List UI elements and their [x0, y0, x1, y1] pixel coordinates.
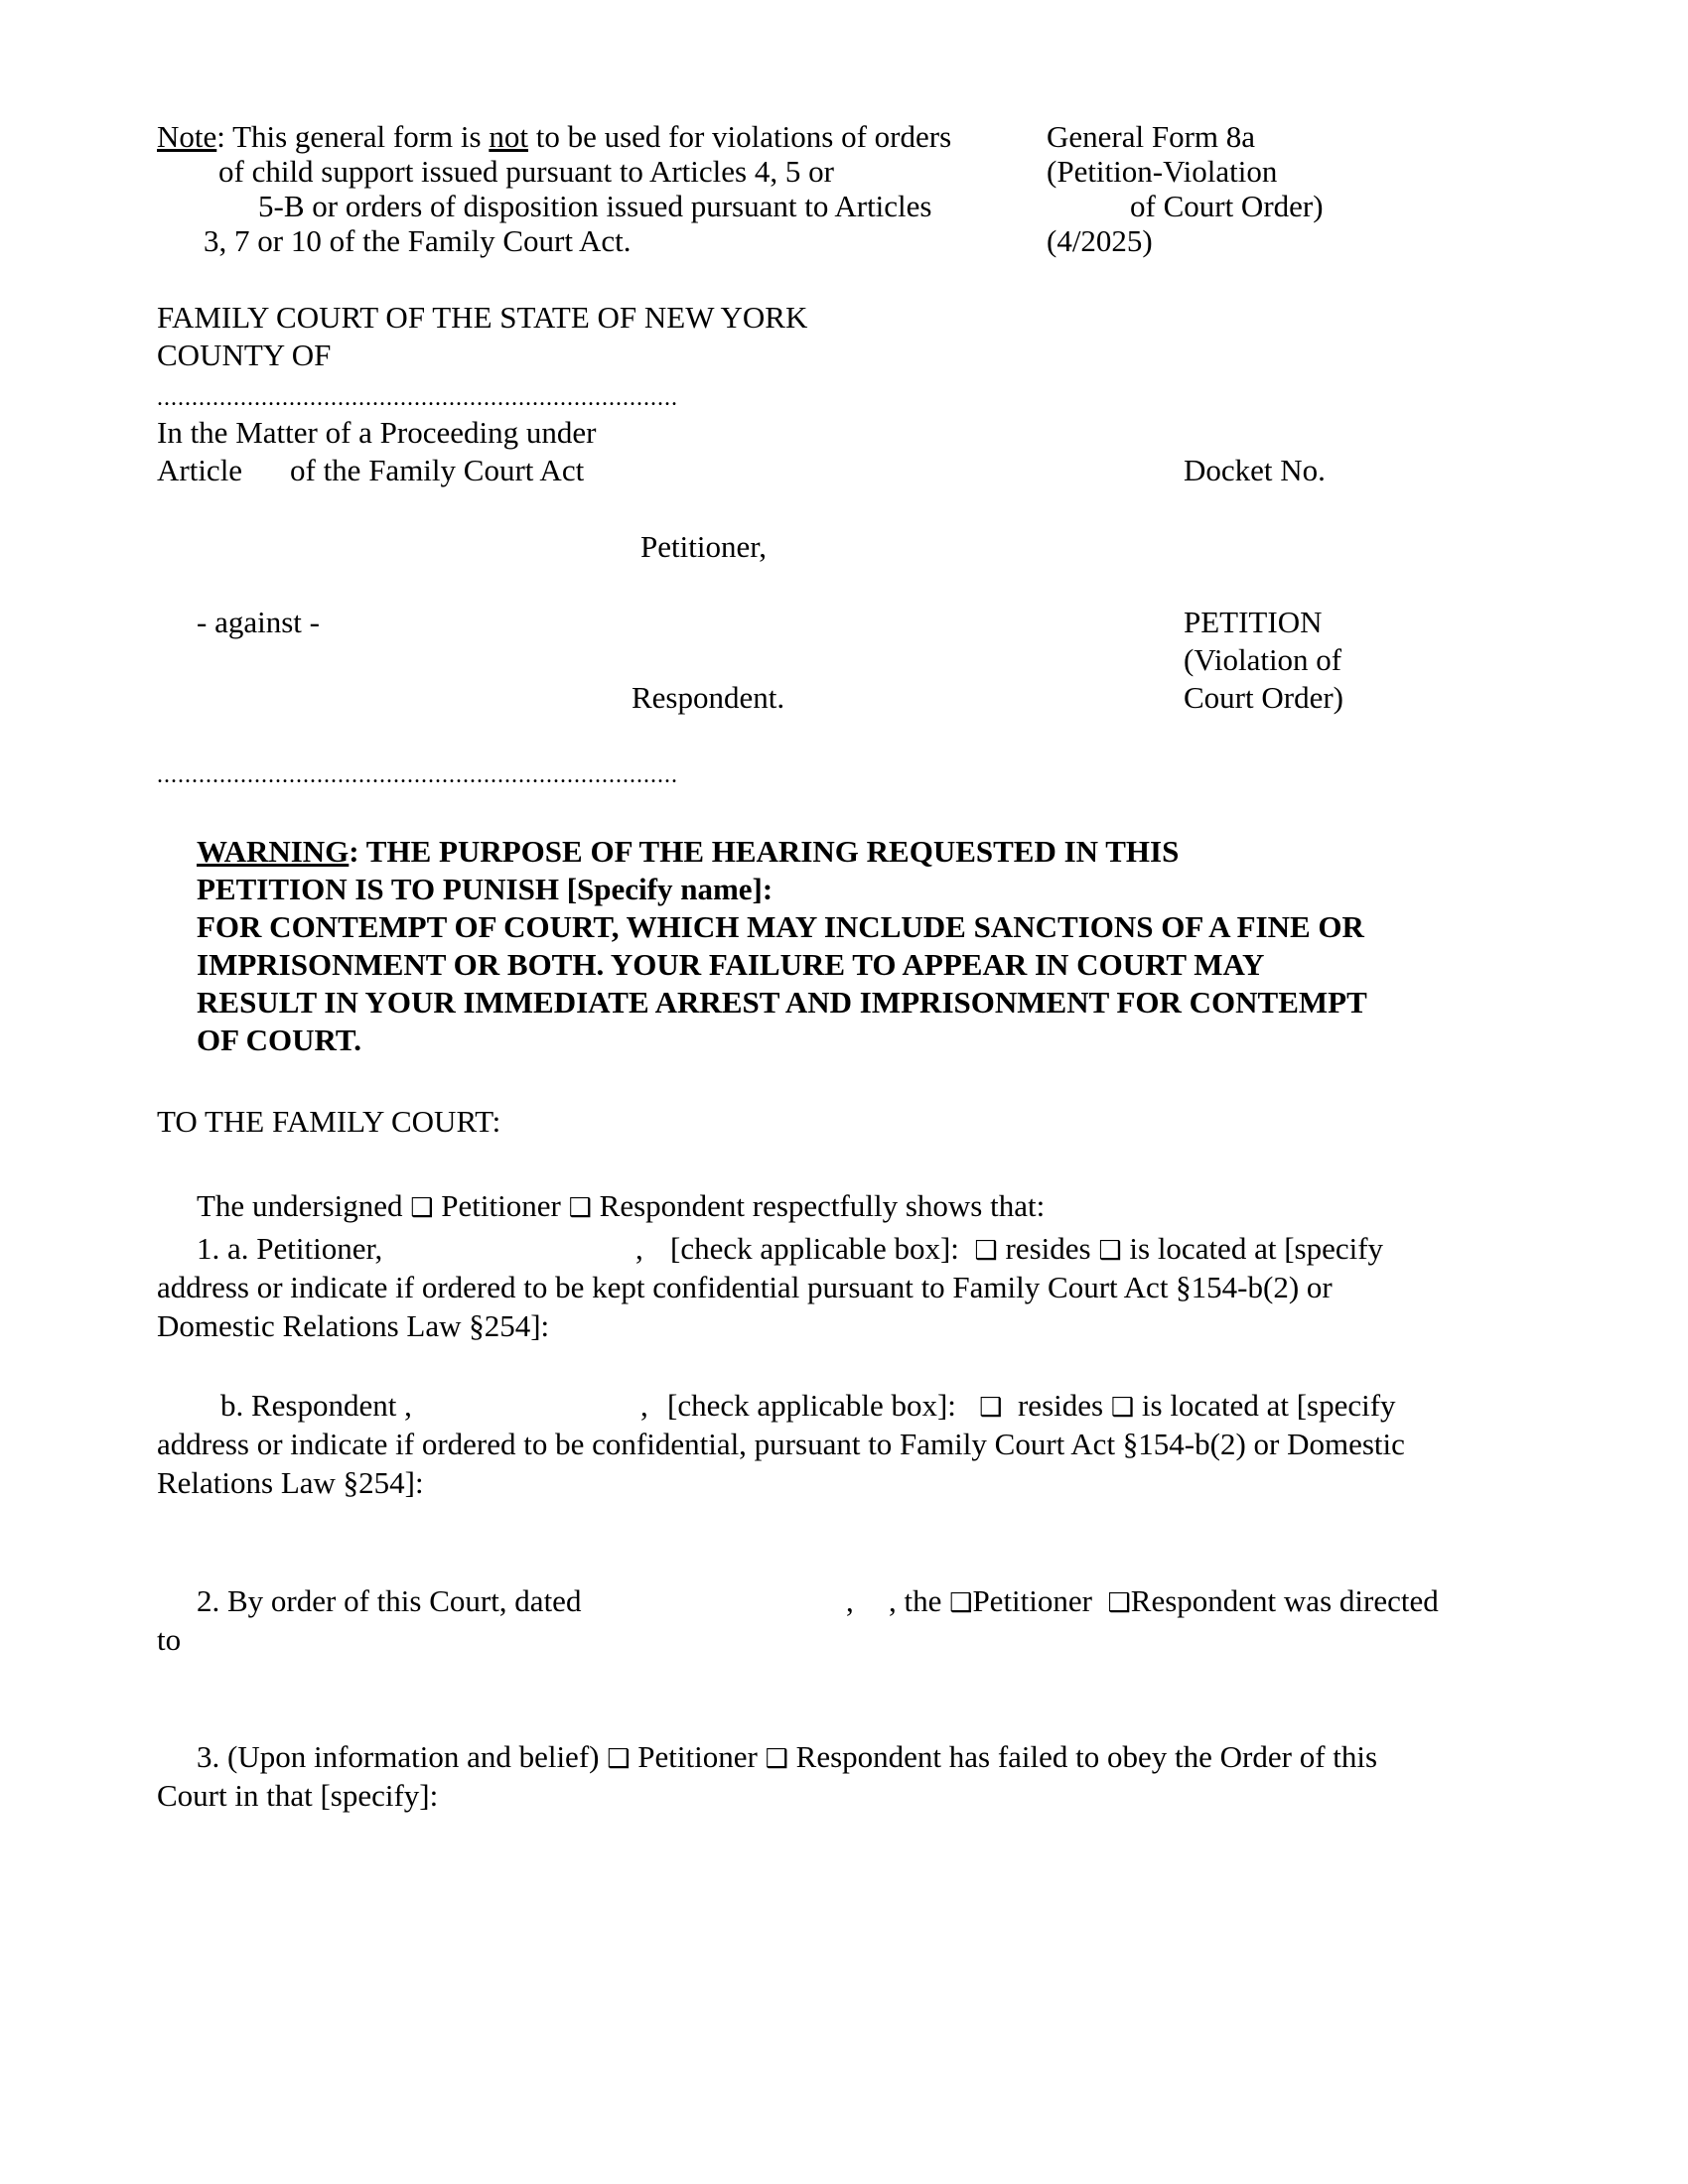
- item1b-located: is located at [specify: [1141, 1388, 1396, 1423]
- item1b-line-2: address or indicate if ordered to be confidential, pursuant to Family Court Act §154-b(2) or Domestic: [157, 1427, 1405, 1461]
- item3-respondent: Respondent has failed to obey the Order of this: [795, 1739, 1378, 1774]
- checkbox-3-petitioner[interactable]: ❑: [607, 1744, 631, 1774]
- warning-line-6: OF COURT.: [197, 1023, 361, 1057]
- note-label: Note: [157, 119, 217, 154]
- petition-title-3: Court Order): [1184, 680, 1343, 715]
- matter-line-1: In the Matter of a Proceeding under: [157, 415, 597, 450]
- checkbox-1b-resides[interactable]: ❑: [979, 1393, 1003, 1423]
- item1a-line-3: Domestic Relations Law §254]:: [157, 1308, 550, 1343]
- checkbox-2-respondent[interactable]: ❑: [1107, 1588, 1131, 1618]
- form-id-line-4: (4/2025): [1047, 223, 1153, 258]
- item1a-located: is located at [specify: [1129, 1231, 1384, 1266]
- matter-rest: of the Family Court Act: [290, 453, 585, 487]
- matter-article: Article: [157, 453, 243, 487]
- respondent-label: Respondent.: [632, 680, 785, 715]
- petition-title-1: PETITION: [1184, 605, 1323, 639]
- item2-comma: ,: [846, 1583, 854, 1618]
- item1b-comma: ,: [640, 1388, 648, 1423]
- item2-parties: [889, 1583, 1439, 1619]
- court-name: FAMILY COURT OF THE STATE OF NEW YORK: [157, 300, 808, 335]
- item2-the: , the: [889, 1583, 942, 1618]
- item1a-label: 1. a. Petitioner,: [197, 1231, 383, 1266]
- item1a-check-line: [670, 1231, 1383, 1267]
- intro-respondent: Respondent respectfully shows that:: [599, 1188, 1046, 1223]
- warning-line-4: IMPRISONMENT OR BOTH. YOUR FAILURE TO APPEAR IN COURT MAY: [197, 947, 1265, 982]
- checkbox-1b-located[interactable]: ❑: [1110, 1393, 1135, 1423]
- note-line-3: 5-B or orders of disposition issued pursuant to Articles: [258, 189, 932, 223]
- item1a-line-2: address or indicate if ordered to be kept confidential pursuant to Family Court Act §154-b(2) or: [157, 1270, 1333, 1304]
- item1a-check: [check applicable box]:: [670, 1231, 959, 1266]
- intro-petitioner: Petitioner: [441, 1188, 561, 1223]
- item3-text: 3. (Upon information and belief): [197, 1739, 600, 1774]
- item1b-resides: resides: [1017, 1388, 1104, 1423]
- docket-no: Docket No.: [1184, 453, 1326, 487]
- warning-line-1: [197, 834, 1179, 870]
- warning-line-3: FOR CONTEMPT OF COURT, WHICH MAY INCLUDE SANCTIONS OF A FINE OR: [197, 909, 1364, 944]
- to-court: TO THE FAMILY COURT:: [157, 1104, 501, 1139]
- item3-line-1: [197, 1739, 1377, 1775]
- note-line-4: 3, 7 or 10 of the Family Court Act.: [204, 223, 632, 258]
- warning-line-5: RESULT IN YOUR IMMEDIATE ARREST AND IMPRISONMENT FOR CONTEMPT: [197, 985, 1367, 1020]
- warning-label: WARNING: [197, 834, 350, 869]
- note-text: : This general form is: [216, 119, 490, 154]
- item1b-check: [check applicable box]:: [667, 1388, 956, 1423]
- caption-dots-bottom: ...........................................................................: [157, 762, 678, 788]
- note-not: not: [489, 119, 528, 154]
- item3-line-2: Court in that [specify]:: [157, 1778, 439, 1813]
- note-line-1: [157, 119, 951, 155]
- petitioner-label: Petitioner,: [640, 529, 768, 564]
- form-id-line-1: General Form 8a: [1047, 119, 1256, 154]
- item3-petitioner: Petitioner: [637, 1739, 758, 1774]
- checkbox-1a-located[interactable]: ❑: [1098, 1236, 1122, 1266]
- intro-text: The undersigned: [197, 1188, 403, 1223]
- item2-petitioner: Petitioner: [972, 1583, 1092, 1618]
- checkbox-1a-resides[interactable]: ❑: [974, 1236, 998, 1266]
- item1a-comma: ,: [635, 1231, 643, 1266]
- note-text: to be used for violations of orders: [527, 119, 952, 154]
- item1b-check-line: [667, 1388, 1396, 1424]
- form-id-line-2: (Petition-Violation: [1047, 154, 1278, 189]
- item1a-resides: resides: [1005, 1231, 1091, 1266]
- warning-text: : THE PURPOSE OF THE HEARING REQUESTED IN THIS: [349, 834, 1180, 869]
- caption-dots-top: ...........................................................................: [157, 385, 678, 411]
- form-id-line-3: of Court Order): [1130, 189, 1324, 223]
- petition-title-2: (Violation of: [1184, 642, 1342, 677]
- checkbox-2-petitioner[interactable]: ❑: [949, 1588, 973, 1618]
- county-label: COUNTY OF: [157, 338, 332, 372]
- item2-label: 2. By order of this Court, dated: [197, 1583, 582, 1618]
- item2-line-2: to: [157, 1622, 182, 1657]
- checkbox-3-respondent[interactable]: ❑: [765, 1744, 788, 1774]
- intro-line: [197, 1188, 1045, 1224]
- item1b-label: b. Respondent ,: [220, 1388, 412, 1423]
- checkbox-respondent[interactable]: ❑: [568, 1193, 592, 1223]
- item2-respondent: Respondent was directed: [1130, 1583, 1439, 1618]
- warning-line-2: PETITION IS TO PUNISH [Specify name]:: [197, 872, 774, 906]
- note-line-2: of child support issued pursuant to Articles 4, 5 or: [218, 154, 834, 189]
- against-label: - against -: [197, 605, 320, 639]
- item1b-line-3: Relations Law §254]:: [157, 1465, 424, 1500]
- checkbox-petitioner[interactable]: ❑: [410, 1193, 434, 1223]
